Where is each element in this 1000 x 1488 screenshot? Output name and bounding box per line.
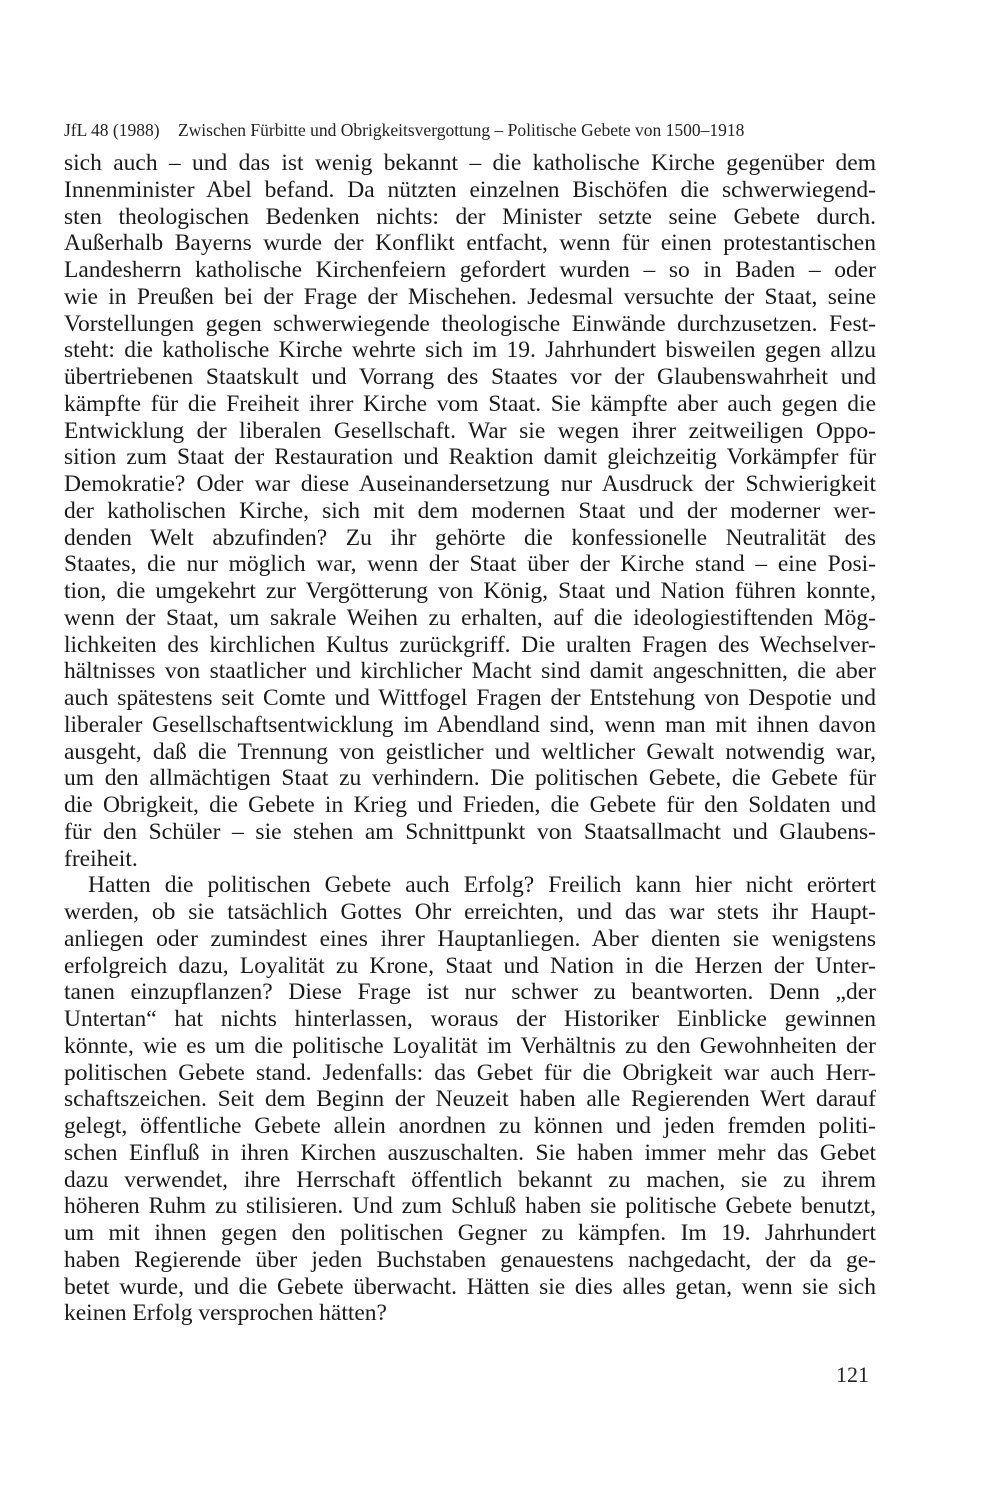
text-line: wenn der Staat, um sakrale Weihen zu erhalten, auf die ideologiestiftenden Mög- (64, 604, 876, 631)
text-line: freiheit. (64, 845, 138, 872)
text-line: betet wurde, und die Gebete überwacht. Hätten sie dies alles getan, wenn sie sich (64, 1273, 876, 1300)
running-header-title: Zwischen Fürbitte und Obrigkeitsvergottung – Politische Gebete von 1500–1918 (177, 120, 745, 140)
text-line: ausgeht, daß die Trennung von geistlicher und weltlicher Gewalt notwendig war, (64, 738, 876, 765)
text-line: keinen Erfolg versprochen hätten? (64, 1300, 387, 1327)
text-line: Untertan“ hat nichts hinterlassen, woraus der Historiker Einblicke gewinnen (64, 1006, 876, 1032)
text-line: höheren Ruhm zu stilisieren. Und zum Schluß haben sie politische Gebete benutzt, (64, 1193, 876, 1220)
text-line: gelegt, öffentliche Gebete allein anordnen zu können und jeden fremden politi- (64, 1113, 876, 1139)
text-line: kämpfte für die Freiheit ihrer Kirche vom Staat. Sie kämpfte aber auch gegen die (64, 390, 876, 417)
text-line: tion, die umgekehrt zur Vergötterung von König, Staat und Nation führen konnte, (64, 578, 876, 604)
paragraph (64, 872, 876, 1327)
text-line: sich auch – und das ist wenig bekannt – die katholische Kirche gegenüber dem (64, 150, 876, 176)
text-line: Innenminister Abel befand. Da nützten einzelnen Bischöfen die schwerwiegend- (64, 176, 876, 203)
text-line: erfolgreich dazu, Loyalität zu Krone, Staat und Nation in die Herzen der Unter- (64, 952, 876, 979)
running-header (64, 118, 876, 142)
text-line: wie in Preußen bei der Frage der Mischehen. Jedesmal versuchte der Staat, seine (64, 283, 876, 310)
text-line: denden Welt abzufinden? Zu ihr gehörte die konfessionelle Neutralität des (64, 524, 876, 551)
text-line: sition zum Staat der Restauration und Reaktion damit gleichzeitig Vorkämpfer für (64, 444, 876, 471)
text-line: schen Einfluß in ihren Kirchen auszuschalten. Sie haben immer mehr das Gebet (64, 1139, 876, 1166)
text-line: um den allmächtigen Staat zu verhindern. Die politischen Gebete, die Gebete für (64, 765, 876, 792)
text-line: um mit ihnen gegen den politischen Gegner zu kämpfen. Im 19. Jahrhundert (64, 1220, 876, 1246)
page-number: 121 (836, 1362, 869, 1387)
text-line: auch spätestens seit Comte und Wittfogel Fragen der Entstehung von Despotie und (64, 685, 876, 711)
text-line: der katholischen Kirche, sich mit dem modernen Staat und der moderner wer- (64, 497, 876, 524)
text-line: dazu verwendet, ihre Herrschaft öffentlich bekannt zu machen, sie zu ihrem (64, 1166, 876, 1193)
text-line: Landesherrn katholische Kirchenfeiern gefordert wurden – so in Baden – oder (64, 257, 876, 283)
text-line: Vorstellungen gegen schwerwiegende theologische Einwände durchzusetzen. Fest- (64, 310, 876, 337)
text-line: die Obrigkeit, die Gebete in Krieg und Frieden, die Gebete für den Soldaten und (64, 792, 876, 818)
text-line: hältnisses von staatlicher und kirchlicher Macht sind damit angeschnitten, die aber (64, 658, 876, 685)
text-line: Außerhalb Bayerns wurde der Konflikt entfacht, wenn für einen protestantischen (64, 230, 876, 257)
journal-reference: JfL 48 (1988) (64, 120, 160, 140)
text-line: anliegen oder zumindest eines ihrer Hauptanliegen. Aber dienten sie wenigstens (64, 925, 876, 952)
text-line: sten theologischen Bedenken nichts: der Minister setzte seine Gebete durch. (64, 203, 876, 230)
text-line: haben Regierende über jeden Buchstaben genauestens nachgedacht, der da ge- (64, 1246, 876, 1273)
text-line: könnte, wie es um die politische Loyalität im Verhältnis zu den Gewohnheiten der (64, 1032, 876, 1059)
paragraph (64, 150, 876, 872)
text-line: politischen Gebete stand. Jedenfalls: das Gebet für die Obrigkeit war auch Herr- (64, 1059, 876, 1086)
text-line: Hatten die politischen Gebete auch Erfolg? Freilich kann hier nicht erörtert (88, 872, 876, 899)
text-line: tanen einzupflanzen? Diese Frage ist nur schwer zu beantworten. Denn „der (64, 979, 876, 1006)
text-line: Entwicklung der liberalen Gesellschaft. War sie wegen ihrer zeitweiligen Oppo- (64, 417, 876, 444)
text-line: übertriebenen Staatskult und Vorrang des Staates vor der Glaubenswahrheit und (64, 364, 876, 390)
text-line: lichkeiten des kirchlichen Kultus zurückgriff. Die uralten Fragen des Wechselver- (64, 631, 876, 658)
text-line: schaftszeichen. Seit dem Beginn der Neuzeit haben alle Regierenden Wert darauf (64, 1086, 876, 1113)
text-line: steht: die katholische Kirche wehrte sich im 19. Jahrhundert bisweilen gegen allzu (64, 337, 876, 364)
text-line: für den Schüler – sie stehen am Schnittpunkt von Staatsallmacht und Glaubens- (64, 818, 876, 845)
text-line: werden, ob sie tatsächlich Gottes Ohr erreichten, und das war stets ihr Haupt- (64, 899, 876, 925)
body-text (64, 150, 876, 1327)
text-line: Demokratie? Oder war diese Auseinandersetzung nur Ausdruck der Schwierigkeit (64, 471, 876, 497)
text-line: liberaler Gesellschaftsentwicklung im Abendland sind, wenn man mit ihnen davon (64, 711, 876, 738)
text-line: Staates, die nur möglich war, wenn der Staat über der Kirche stand – eine Posi- (64, 551, 876, 578)
